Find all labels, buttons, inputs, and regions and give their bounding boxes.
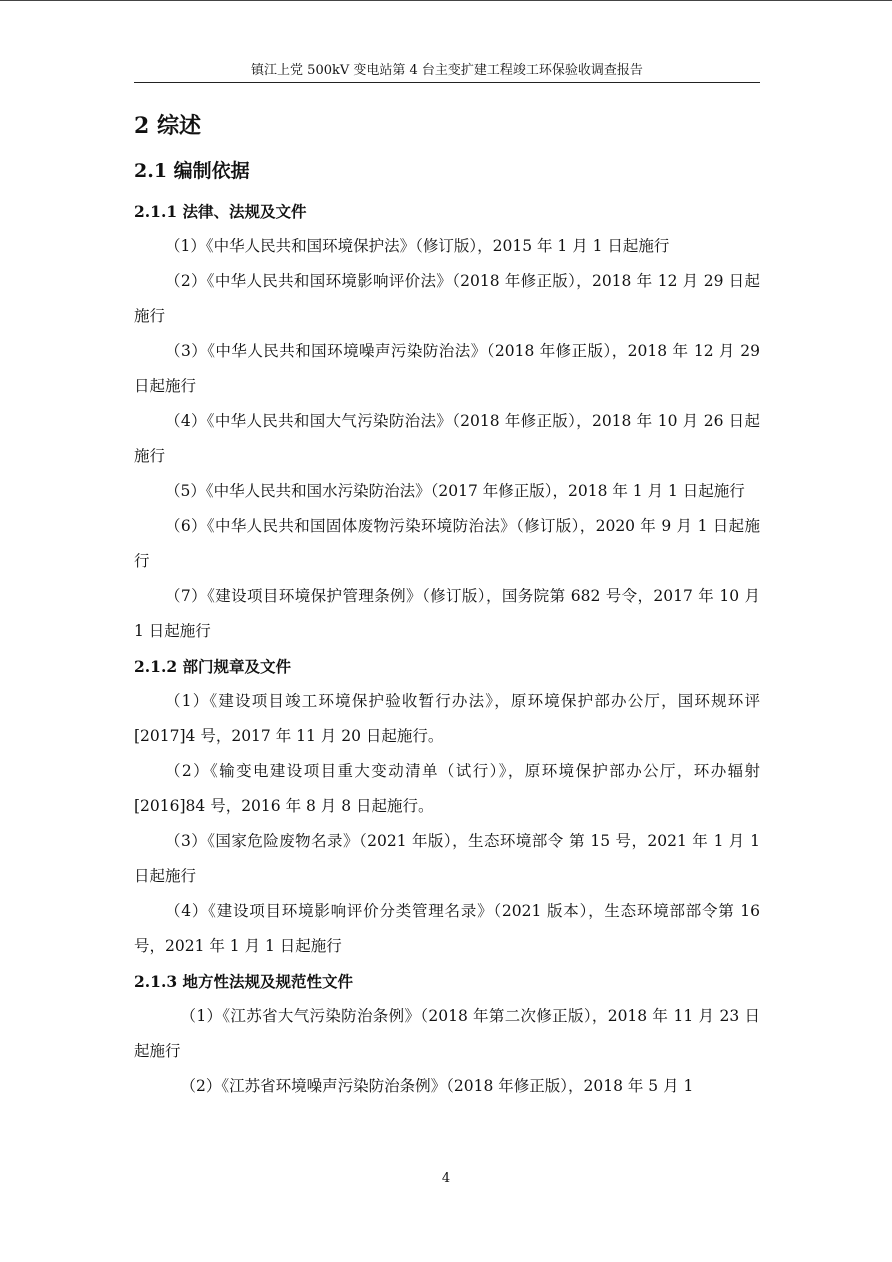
header-rule	[134, 82, 760, 83]
local-regulation-item-2: （2）《江苏省环境噪声污染防治条例》（2018 年修正版），2018 年 5 月 1	[180, 1077, 694, 1095]
law-item-4: （4）《中华人民共和国大气污染防治法》（2018 年修正版），2018 年 10 月 26 日起施行	[134, 412, 760, 465]
law-item-2: （2）《中华人民共和国环境影响评价法》（2018 年修正版），2018 年 12 月 29 日起施行	[134, 272, 760, 325]
page-top-border	[0, 0, 892, 1]
heading-2-1-1: 2.1.1 法律、法规及文件	[134, 202, 307, 221]
running-header: 镇江上党 500kV 变电站第 4 台主变扩建工程竣工环保验收调查报告	[251, 63, 643, 78]
law-item-6: （6）《中华人民共和国固体废物污染环境防治法》（修订版），2020 年 9 月 1 日起施行	[134, 517, 760, 570]
regulation-item-4: （4）《建设项目环境影响评价分类管理名录》（2021 版本），生态环境部部令第 16 号，2021 年 1 月 1 日起施行	[134, 902, 760, 955]
regulation-item-2: （2）《输变电建设项目重大变动清单（试行）》，原环境保护部办公厅，环办辐射[2016]84 号，2016 年 8 月 8 日起施行。	[134, 762, 760, 815]
section-heading: 2 综述	[134, 113, 201, 139]
regulation-item-1: （1）《建设项目竣工环境保护验收暂行办法》，原环境保护部办公厅，国环规环评[2017]4 号，2017 年 11 月 20 日起施行。	[134, 692, 760, 745]
law-item-3: （3）《中华人民共和国环境噪声污染防治法》（2018 年修正版），2018 年 12 月 29 日起施行	[134, 342, 760, 395]
heading-2-1-3: 2.1.3 地方性法规及规范性文件	[134, 972, 354, 991]
local-regulation-item-1: （1）《江苏省大气污染防治条例》（2018 年第二次修正版），2018 年 11 月 23 日起施行	[134, 1007, 760, 1060]
law-item-7: （7）《建设项目环境保护管理条例》（修订版），国务院第 682 号令，2017 年 10 月 1 日起施行	[134, 587, 760, 640]
page-number: 4	[441, 1171, 451, 1186]
subsection-heading: 2.1 编制依据	[134, 160, 250, 182]
law-item-1: （1）《中华人民共和国环境保护法》（修订版），2015 年 1 月 1 日起施行	[165, 237, 670, 255]
heading-2-1-2: 2.1.2 部门规章及文件	[134, 657, 292, 676]
main-content	[134, 106, 760, 1104]
law-item-5: （5）《中华人民共和国水污染防治法》（2017 年修正版），2018 年 1 月 1 日起施行	[165, 482, 745, 500]
regulation-item-3: （3）《国家危险废物名录》（2021 年版），生态环境部令 第 15 号，2021 年 1 月 1 日起施行	[134, 832, 760, 885]
